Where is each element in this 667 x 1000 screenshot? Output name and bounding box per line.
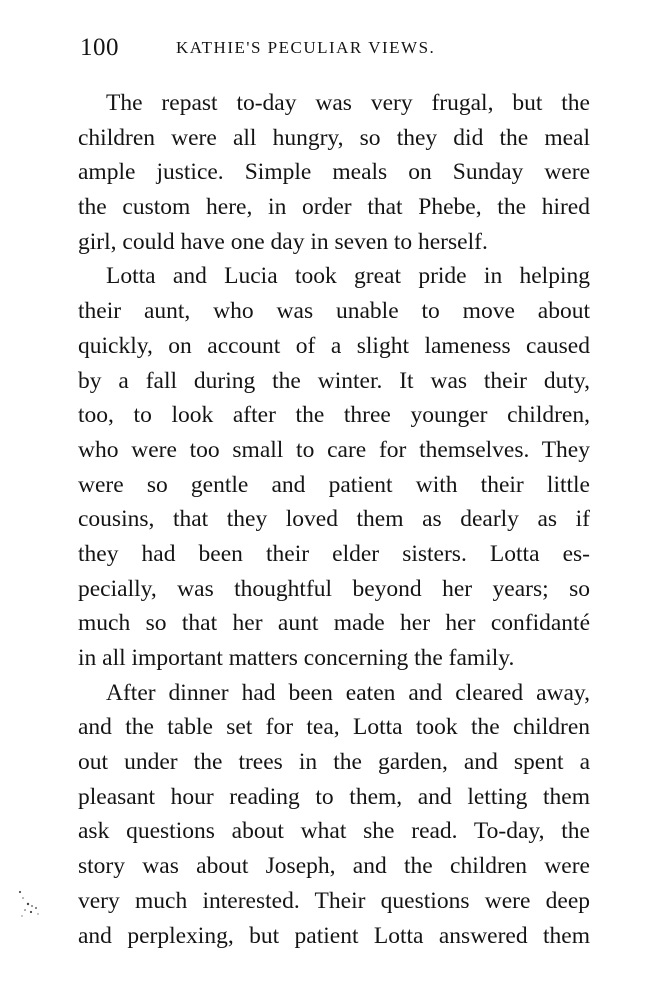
text-line: children were all hungry, so they did the meal: [78, 124, 590, 151]
text-line: by a fall during the winter. It was their duty,: [78, 367, 590, 394]
text-line: too, to look after the three younger children,: [78, 402, 590, 429]
text-line: very much interested. Their questions were deep: [78, 887, 590, 914]
body-text: [78, 86, 590, 953]
text-line: After dinner had been eaten and cleared away,: [106, 679, 590, 706]
page-header: [80, 34, 590, 64]
text-line: girl, could have one day in seven to herself.: [78, 228, 488, 255]
text-line: pecially, was thoughtful beyond her years; so: [78, 575, 590, 602]
running-title: KATHIE'S PECULIAR VIEWS.: [176, 38, 436, 57]
text-line: story was about Joseph, and the children were: [78, 853, 590, 880]
text-line: their aunt, who was unable to move about: [78, 298, 590, 325]
text-line: cousins, that they loved them as dearly as if: [78, 506, 590, 533]
text-line: out under the trees in the garden, and spent a: [78, 749, 590, 776]
text-line: and the table set for tea, Lotta took the children: [78, 714, 590, 741]
text-line: ample justice. Simple meals on Sunday were: [78, 159, 590, 186]
text-line: ask questions about what she read. To-day, the: [78, 818, 590, 845]
text-line: The repast to-day was very frugal, but the: [106, 90, 590, 116]
text-line: Lotta and Lucia took great pride in helping: [106, 263, 590, 290]
text-line: pleasant hour reading to them, and letting them: [78, 783, 590, 810]
page-number: 100: [80, 34, 119, 61]
text-line: quickly, on account of a slight lameness caused: [78, 332, 590, 359]
text-line: who were too small to care for themselves. They: [78, 436, 590, 463]
text-line: and perplexing, but patient Lotta answered them: [78, 922, 590, 949]
text-line: in all important matters concerning the family.: [78, 645, 515, 671]
margin-speck-mark: [14, 884, 48, 928]
text-line: much so that her aunt made her her confidanté: [78, 610, 590, 637]
text-line: were so gentle and patient with their little: [78, 471, 590, 498]
text-line: they had been their elder sisters. Lotta es-: [78, 540, 590, 567]
text-line: the custom here, in order that Phebe, the hired: [78, 194, 590, 221]
